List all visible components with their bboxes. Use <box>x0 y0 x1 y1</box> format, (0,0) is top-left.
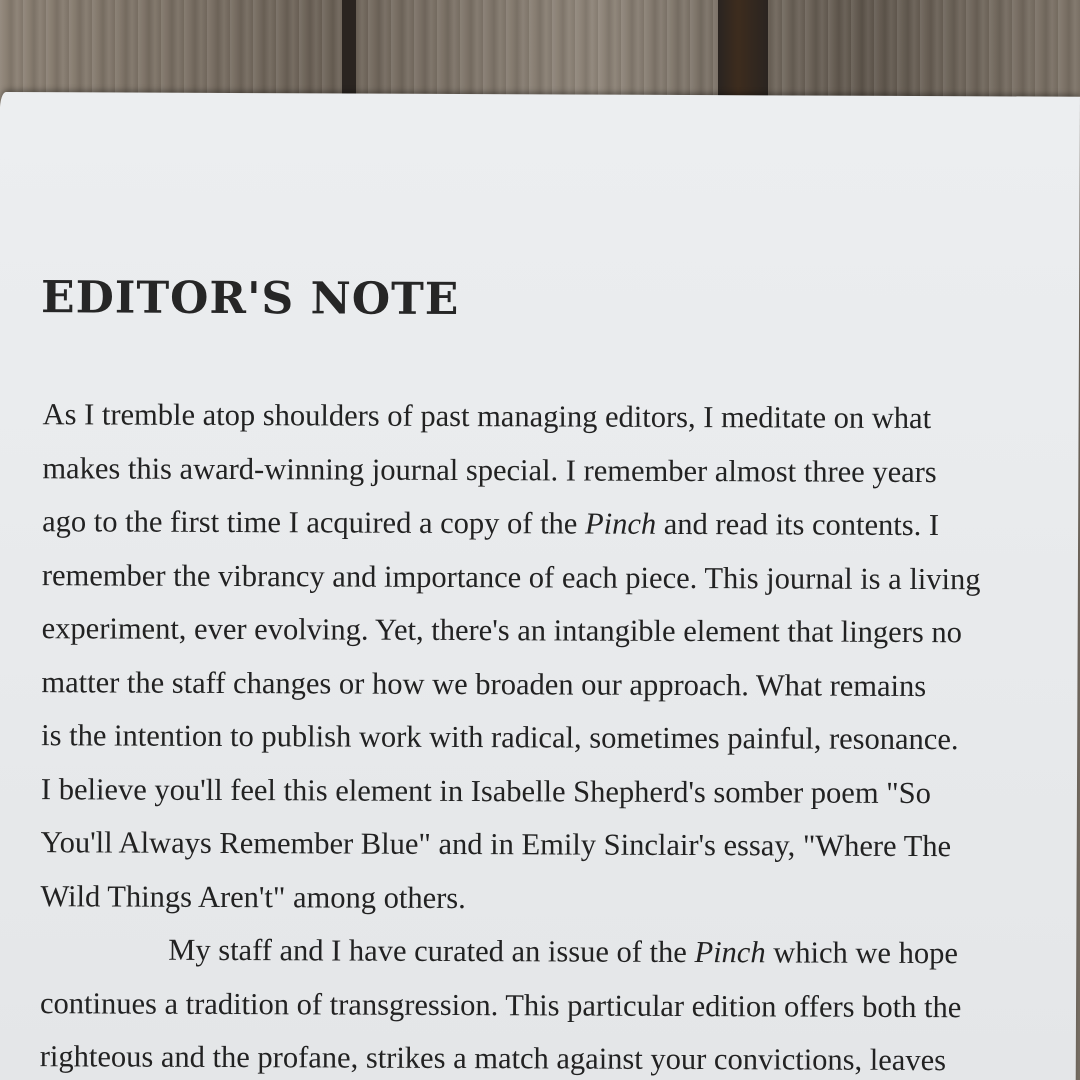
editors-note-body <box>40 388 1073 1080</box>
text-line: continues a tradition of transgression. This particular edition offers both the <box>39 985 962 1024</box>
book-page <box>0 92 1080 1080</box>
text-line: experiment, ever evolving. Yet, there's an intangible element that lingers no <box>41 611 962 650</box>
text-line: matter the staff changes or how we broaden our approach. What remains <box>41 664 927 703</box>
text-line: Wild Things Aren't" among others. <box>40 878 466 915</box>
text-line: I believe you'll feel this element in Isabelle Shepherd's somber poem "So <box>40 771 931 810</box>
text-line: righteous and the profane, strikes a match against your convictions, leaves <box>39 1039 947 1078</box>
text-line: You'll Always Remember Blue" and in Emily Sinclair's essay, "Where The <box>40 825 952 864</box>
journal-name: Pinch <box>694 935 766 970</box>
text-line: As I tremble atop shoulders of past managing editors, I meditate on what <box>42 397 932 436</box>
text-line: is the intention to publish work with radical, sometimes painful, resonance. <box>41 718 959 757</box>
journal-name: Pinch <box>584 506 657 541</box>
text-line: remember the vibrancy and importance of each piece. This journal is a living <box>41 557 981 596</box>
text-line: My staff and I have curated an issue of the Pinch which we hope <box>168 932 958 971</box>
text-line: makes this award-winning journal special. I remember almost three years <box>42 450 937 489</box>
text-line: ago to the first time I acquired a copy of the Pinch and read its contents. I <box>42 504 940 543</box>
wood-plank-gap <box>718 0 768 110</box>
page-title: EDITOR'S NOTE <box>40 272 460 326</box>
